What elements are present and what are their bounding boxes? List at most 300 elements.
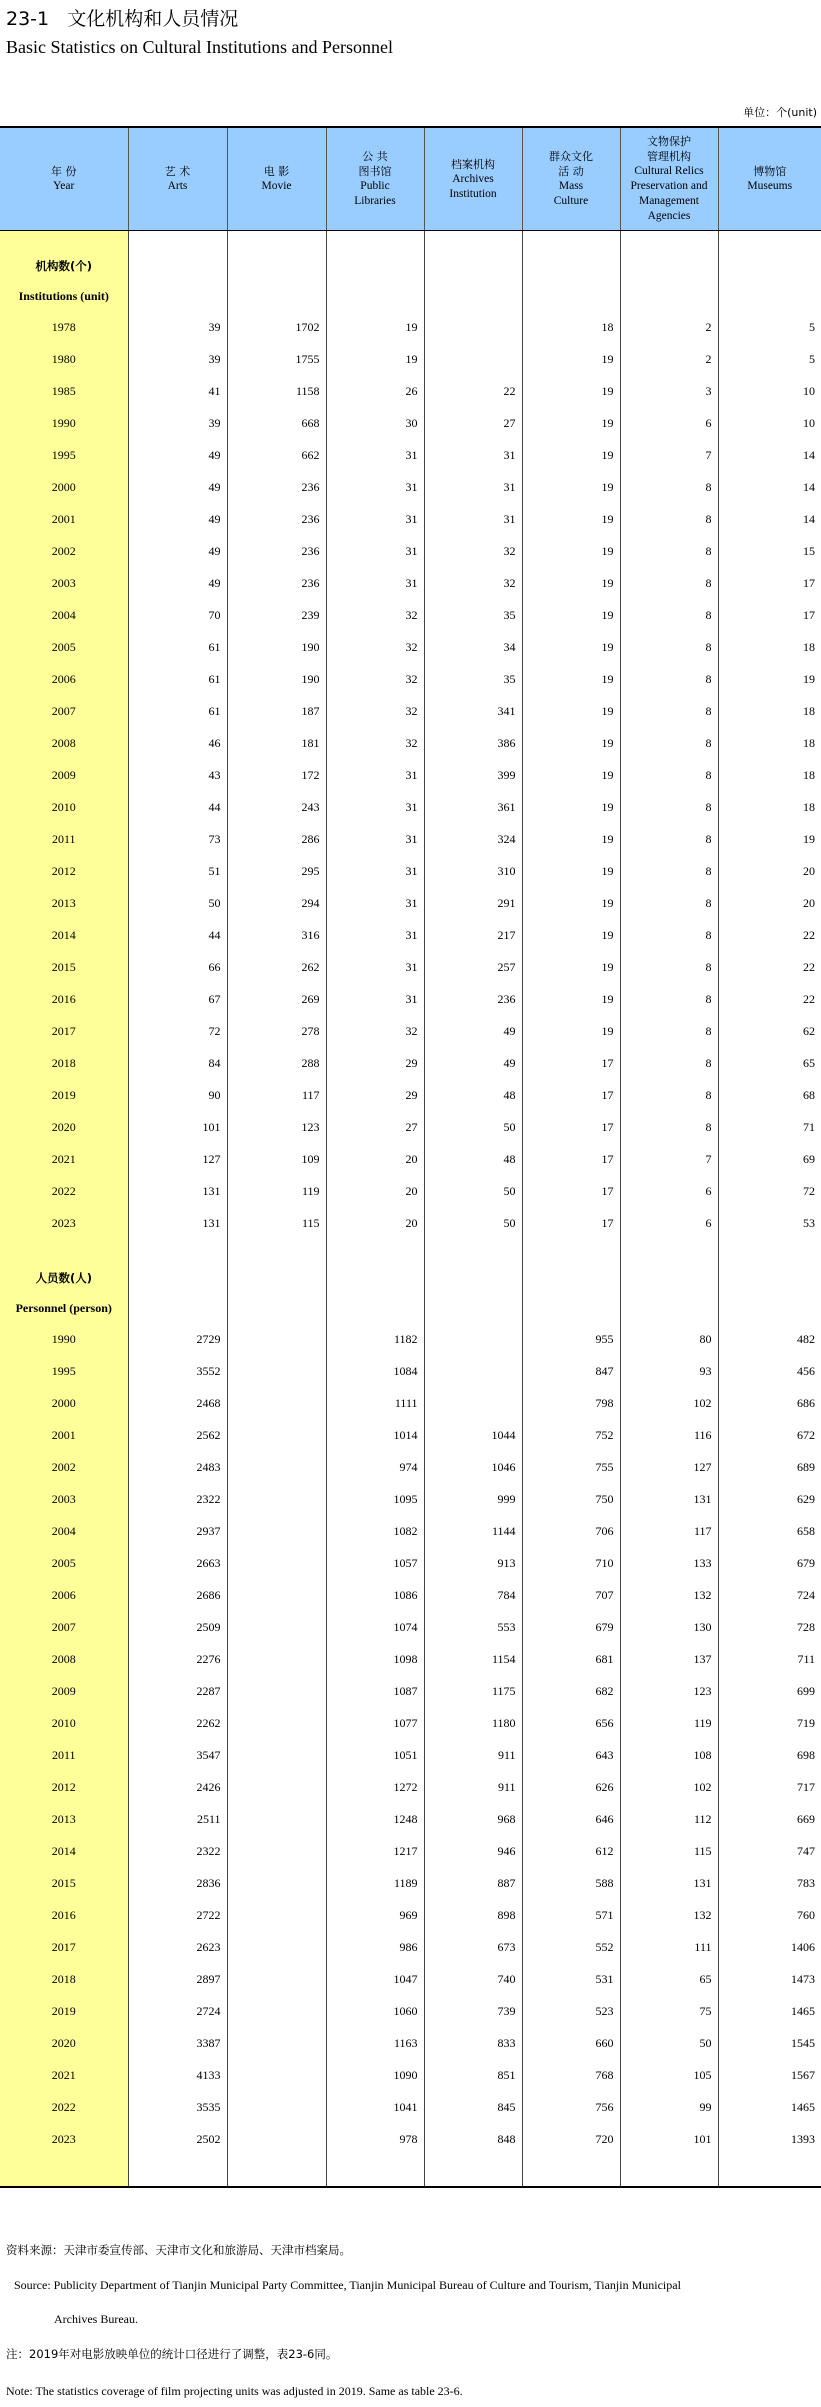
cell-movie	[227, 1899, 326, 1931]
cell-mass-culture: 19	[522, 503, 620, 535]
cell-mass-culture: 755	[522, 1451, 620, 1483]
table-row	[0, 1387, 821, 1419]
cell-movie	[227, 1515, 326, 1547]
header-movie-en: Movie	[261, 180, 292, 192]
cell-cultural-relics: 75	[620, 1995, 718, 2027]
cell-archives: 341	[424, 695, 522, 727]
cell-movie: 1755	[227, 343, 326, 375]
cell-archives: 35	[424, 599, 522, 631]
cell-year: 2001	[0, 503, 128, 535]
cell-year: 1995	[0, 1355, 128, 1387]
cell-movie	[227, 1451, 326, 1483]
cell-archives: 50	[424, 1111, 522, 1143]
cell-mass-culture: 710	[522, 1547, 620, 1579]
cell-public-libraries: 1086	[326, 1579, 424, 1611]
cell-archives: 49	[424, 1015, 522, 1047]
table-row	[0, 919, 821, 951]
table-row	[0, 1419, 821, 1451]
cell-arts: 2483	[128, 1451, 227, 1483]
cell-movie: 117	[227, 1079, 326, 1111]
cell-arts: 2937	[128, 1515, 227, 1547]
cell-cultural-relics: 8	[620, 919, 718, 951]
cell-arts: 131	[128, 1207, 227, 1239]
table-row	[0, 1355, 821, 1387]
cell-mass-culture: 17	[522, 1143, 620, 1175]
section-label-row	[0, 1263, 821, 1293]
cell-archives: 1175	[424, 1675, 522, 1707]
cell-year: 2011	[0, 823, 128, 855]
cell-archives	[424, 343, 522, 375]
cell-mass-culture: 750	[522, 1483, 620, 1515]
table-row	[0, 1323, 821, 1355]
cell-mass-culture: 19	[522, 663, 620, 695]
cell-year: 1990	[0, 1323, 128, 1355]
cell-mass-culture: 523	[522, 1995, 620, 2027]
cell-archives: 1180	[424, 1707, 522, 1739]
cell-cultural-relics: 2	[620, 343, 718, 375]
cell-museums: 71	[718, 1111, 821, 1143]
cell-arts: 61	[128, 663, 227, 695]
header-cultural-relics	[620, 127, 718, 231]
cell-public-libraries: 1084	[326, 1355, 424, 1387]
cell-cultural-relics: 7	[620, 439, 718, 471]
cell-arts: 61	[128, 631, 227, 663]
cell-public-libraries: 1060	[326, 1995, 424, 2027]
cell-museums: 482	[718, 1323, 821, 1355]
adjustment-note-zh: 注：2019年对电影放映单位的统计口径进行了调整，表23-6同。	[6, 2347, 338, 2361]
unit-label: 单位：个(unit)	[743, 106, 817, 119]
cell-cultural-relics: 132	[620, 1579, 718, 1611]
section-label-row	[0, 1293, 821, 1323]
cell-year: 2002	[0, 1451, 128, 1483]
header-arts	[128, 127, 227, 231]
cell-year: 2003	[0, 567, 128, 599]
cell-cultural-relics: 112	[620, 1803, 718, 1835]
table-row	[0, 407, 821, 439]
header-mass-culture-zh: 群众文化 活 动	[549, 150, 593, 178]
cell-arts: 49	[128, 535, 227, 567]
cell-year: 2018	[0, 1047, 128, 1079]
cell-public-libraries: 1087	[326, 1675, 424, 1707]
cell-archives: 739	[424, 1995, 522, 2027]
cell-movie	[227, 1579, 326, 1611]
cell-archives: 845	[424, 2091, 522, 2123]
cell-archives: 833	[424, 2027, 522, 2059]
cell-museums: 18	[718, 727, 821, 759]
table-row	[0, 1675, 821, 1707]
cell-museums: 18	[718, 759, 821, 791]
cell-cultural-relics: 99	[620, 2091, 718, 2123]
cell-museums: 20	[718, 855, 821, 887]
cell-mass-culture: 19	[522, 823, 620, 855]
cell-museums: 1465	[718, 2091, 821, 2123]
cell-arts: 2663	[128, 1547, 227, 1579]
cell-museums: 20	[718, 887, 821, 919]
section-label: Institutions (unit)	[0, 281, 128, 311]
source-note-en-line2: Archives Bureau.	[54, 2312, 138, 2326]
cell-arts: 72	[128, 1015, 227, 1047]
cell-public-libraries: 31	[326, 535, 424, 567]
cell-archives: 999	[424, 1483, 522, 1515]
cell-museums: 18	[718, 695, 821, 727]
header-row	[0, 127, 821, 231]
table-row	[0, 1175, 821, 1207]
cell-movie	[227, 1611, 326, 1643]
cell-mass-culture: 752	[522, 1419, 620, 1451]
cell-museums: 18	[718, 631, 821, 663]
cell-museums: 689	[718, 1451, 821, 1483]
header-year-zh: 年 份	[51, 165, 77, 178]
cell-mass-culture: 19	[522, 951, 620, 983]
cell-museums: 10	[718, 407, 821, 439]
cell-mass-culture: 17	[522, 1111, 620, 1143]
cell-museums: 456	[718, 1355, 821, 1387]
cell-museums: 72	[718, 1175, 821, 1207]
section-label: Personnel (person)	[0, 1293, 128, 1323]
cell-year: 2022	[0, 2091, 128, 2123]
cell-year: 2000	[0, 471, 128, 503]
cell-cultural-relics: 8	[620, 1047, 718, 1079]
cell-movie: 243	[227, 791, 326, 823]
cell-public-libraries: 1163	[326, 2027, 424, 2059]
cell-public-libraries: 986	[326, 1931, 424, 1963]
cell-public-libraries: 32	[326, 695, 424, 727]
cell-arts: 44	[128, 919, 227, 951]
cell-movie: 187	[227, 695, 326, 727]
cell-archives: 1154	[424, 1643, 522, 1675]
cell-museums: 711	[718, 1643, 821, 1675]
cell-movie: 668	[227, 407, 326, 439]
cell-year: 2017	[0, 1015, 128, 1047]
cell-movie: 190	[227, 631, 326, 663]
cell-mass-culture: 18	[522, 311, 620, 343]
cell-year: 2005	[0, 1547, 128, 1579]
cell-mass-culture: 656	[522, 1707, 620, 1739]
header-public-libraries	[326, 127, 424, 231]
table-row	[0, 1047, 821, 1079]
cell-year: 2013	[0, 1803, 128, 1835]
cell-arts: 49	[128, 471, 227, 503]
cell-year: 2010	[0, 791, 128, 823]
cell-cultural-relics: 127	[620, 1451, 718, 1483]
cell-mass-culture: 19	[522, 727, 620, 759]
cell-public-libraries: 32	[326, 599, 424, 631]
cell-cultural-relics: 8	[620, 663, 718, 695]
cell-cultural-relics: 131	[620, 1867, 718, 1899]
cell-museums: 68	[718, 1079, 821, 1111]
cell-archives: 50	[424, 1207, 522, 1239]
cell-public-libraries: 27	[326, 1111, 424, 1143]
table-row	[0, 1963, 821, 1995]
cell-cultural-relics: 8	[620, 727, 718, 759]
cell-arts: 3552	[128, 1355, 227, 1387]
cell-museums: 17	[718, 599, 821, 631]
cell-archives: 1144	[424, 1515, 522, 1547]
cell-year: 2017	[0, 1931, 128, 1963]
cell-cultural-relics: 8	[620, 631, 718, 663]
cell-arts: 49	[128, 439, 227, 471]
cell-public-libraries: 31	[326, 919, 424, 951]
cell-archives: 49	[424, 1047, 522, 1079]
cell-arts: 131	[128, 1175, 227, 1207]
cell-year: 2023	[0, 1207, 128, 1239]
cell-public-libraries: 31	[326, 855, 424, 887]
cell-archives: 851	[424, 2059, 522, 2091]
cell-movie	[227, 2123, 326, 2155]
cell-movie: 236	[227, 567, 326, 599]
cell-public-libraries: 1041	[326, 2091, 424, 2123]
cell-movie	[227, 1675, 326, 1707]
cell-year: 2007	[0, 1611, 128, 1643]
cell-cultural-relics: 93	[620, 1355, 718, 1387]
cell-movie: 119	[227, 1175, 326, 1207]
cell-archives: 399	[424, 759, 522, 791]
cell-movie	[227, 1835, 326, 1867]
cell-movie	[227, 1867, 326, 1899]
cell-arts: 44	[128, 791, 227, 823]
cell-cultural-relics: 8	[620, 759, 718, 791]
cell-arts: 2509	[128, 1611, 227, 1643]
cell-museums: 5	[718, 311, 821, 343]
cell-museums: 14	[718, 503, 821, 535]
cell-public-libraries: 29	[326, 1047, 424, 1079]
cell-arts: 2722	[128, 1899, 227, 1931]
cell-arts: 2562	[128, 1419, 227, 1451]
cell-archives	[424, 311, 522, 343]
cell-archives	[424, 1355, 522, 1387]
cell-public-libraries: 1082	[326, 1515, 424, 1547]
cell-year: 2008	[0, 1643, 128, 1675]
cell-cultural-relics: 3	[620, 375, 718, 407]
table-row	[0, 759, 821, 791]
cell-movie: 295	[227, 855, 326, 887]
cell-cultural-relics: 102	[620, 1771, 718, 1803]
cell-year: 2021	[0, 1143, 128, 1175]
cell-museums: 658	[718, 1515, 821, 1547]
cell-archives: 1044	[424, 1419, 522, 1451]
cell-cultural-relics: 119	[620, 1707, 718, 1739]
cell-public-libraries: 31	[326, 887, 424, 919]
cell-movie	[227, 1643, 326, 1675]
cell-mass-culture: 17	[522, 1207, 620, 1239]
header-archives-zh: 档案机构	[451, 157, 495, 171]
cell-public-libraries: 1014	[326, 1419, 424, 1451]
cell-arts: 2724	[128, 1995, 227, 2027]
adjustment-note-en: Note: The statistics coverage of film projecting units was adjusted in 2019. Same as table 23-6.	[6, 2384, 463, 2398]
table-body	[0, 231, 821, 2188]
cell-cultural-relics: 8	[620, 567, 718, 599]
cell-mass-culture: 626	[522, 1771, 620, 1803]
header-year-en: Year	[53, 180, 75, 192]
cell-movie	[227, 1739, 326, 1771]
table-row	[0, 1931, 821, 1963]
cell-public-libraries: 1074	[326, 1611, 424, 1643]
cell-museums: 22	[718, 919, 821, 951]
header-arts-en: Arts	[167, 180, 188, 192]
table-row	[0, 823, 821, 855]
cell-movie: 288	[227, 1047, 326, 1079]
cell-mass-culture: 19	[522, 471, 620, 503]
cell-year: 1995	[0, 439, 128, 471]
cell-museums: 22	[718, 951, 821, 983]
cell-arts: 2897	[128, 1963, 227, 1995]
cell-movie	[227, 1707, 326, 1739]
cell-arts: 49	[128, 503, 227, 535]
table-row	[0, 1111, 821, 1143]
header-movie-zh: 电 影	[263, 165, 290, 178]
cell-arts: 2468	[128, 1387, 227, 1419]
cell-museums: 62	[718, 1015, 821, 1047]
cell-cultural-relics: 8	[620, 983, 718, 1015]
cell-year: 2015	[0, 1867, 128, 1899]
cell-public-libraries: 31	[326, 951, 424, 983]
cell-cultural-relics: 8	[620, 599, 718, 631]
cell-year: 2008	[0, 727, 128, 759]
cell-movie: 662	[227, 439, 326, 471]
cell-arts: 39	[128, 407, 227, 439]
cell-movie: 181	[227, 727, 326, 759]
cell-museums: 629	[718, 1483, 821, 1515]
section-label: 人员数(人)	[0, 1263, 128, 1293]
cell-cultural-relics: 101	[620, 2123, 718, 2155]
cell-mass-culture: 19	[522, 375, 620, 407]
cell-arts: 61	[128, 695, 227, 727]
cell-cultural-relics: 133	[620, 1547, 718, 1579]
header-cultural-relics-en: Cultural Relics Preservation and Management Agencies	[630, 165, 708, 222]
cell-museums: 717	[718, 1771, 821, 1803]
cell-cultural-relics: 8	[620, 503, 718, 535]
cell-movie	[227, 2059, 326, 2091]
cell-mass-culture: 588	[522, 1867, 620, 1899]
cell-arts: 101	[128, 1111, 227, 1143]
cell-arts: 41	[128, 375, 227, 407]
cell-movie: 190	[227, 663, 326, 695]
cell-archives: 911	[424, 1771, 522, 1803]
cell-public-libraries: 31	[326, 759, 424, 791]
cell-archives	[424, 1387, 522, 1419]
table-row	[0, 439, 821, 471]
cell-archives: 913	[424, 1547, 522, 1579]
cell-public-libraries: 1095	[326, 1483, 424, 1515]
cell-year: 2021	[0, 2059, 128, 2091]
cell-museums: 724	[718, 1579, 821, 1611]
cell-year: 2000	[0, 1387, 128, 1419]
cell-cultural-relics: 8	[620, 471, 718, 503]
cell-museums: 65	[718, 1047, 821, 1079]
cell-year: 1978	[0, 311, 128, 343]
cell-cultural-relics: 6	[620, 407, 718, 439]
section-label-row	[0, 281, 821, 311]
cell-movie: 316	[227, 919, 326, 951]
cell-arts: 43	[128, 759, 227, 791]
table-row	[0, 471, 821, 503]
cell-cultural-relics: 8	[620, 855, 718, 887]
cell-arts: 2322	[128, 1835, 227, 1867]
cell-public-libraries: 26	[326, 375, 424, 407]
cell-archives: 1046	[424, 1451, 522, 1483]
cell-cultural-relics: 8	[620, 695, 718, 727]
cell-movie	[227, 1547, 326, 1579]
cell-movie: 236	[227, 503, 326, 535]
cell-museums: 14	[718, 439, 821, 471]
header-mass-culture-en: Mass Culture	[553, 180, 589, 207]
table-row	[0, 887, 821, 919]
cell-public-libraries: 31	[326, 439, 424, 471]
cell-public-libraries: 29	[326, 1079, 424, 1111]
cell-cultural-relics: 111	[620, 1931, 718, 1963]
cell-cultural-relics: 8	[620, 951, 718, 983]
cell-public-libraries: 1057	[326, 1547, 424, 1579]
cell-museums: 679	[718, 1547, 821, 1579]
cell-year: 2019	[0, 1995, 128, 2027]
cell-public-libraries: 31	[326, 567, 424, 599]
cell-arts: 3387	[128, 2027, 227, 2059]
cell-archives: 887	[424, 1867, 522, 1899]
cell-movie: 236	[227, 535, 326, 567]
cell-arts: 51	[128, 855, 227, 887]
cell-year: 2004	[0, 599, 128, 631]
cell-public-libraries: 1272	[326, 1771, 424, 1803]
cell-mass-culture: 19	[522, 535, 620, 567]
cell-museums: 728	[718, 1611, 821, 1643]
cell-public-libraries: 1217	[326, 1835, 424, 1867]
cell-archives: 324	[424, 823, 522, 855]
cell-year: 2001	[0, 1419, 128, 1451]
cell-arts: 127	[128, 1143, 227, 1175]
cell-archives: 31	[424, 471, 522, 503]
cell-public-libraries: 20	[326, 1207, 424, 1239]
cell-public-libraries: 1090	[326, 2059, 424, 2091]
cell-year: 2020	[0, 2027, 128, 2059]
cell-archives: 673	[424, 1931, 522, 1963]
cell-mass-culture: 768	[522, 2059, 620, 2091]
cell-year: 2006	[0, 663, 128, 695]
cell-year: 2009	[0, 1675, 128, 1707]
table-row	[0, 1207, 821, 1239]
cell-archives: 386	[424, 727, 522, 759]
statistics-table	[0, 126, 821, 2188]
cell-museums: 22	[718, 983, 821, 1015]
cell-museums: 672	[718, 1419, 821, 1451]
table-title-zh: 23-1 文化机构和人员情况	[6, 8, 239, 30]
cell-mass-culture: 19	[522, 983, 620, 1015]
header-year	[0, 127, 128, 231]
table-row	[0, 1771, 821, 1803]
cell-year: 1980	[0, 343, 128, 375]
cell-year: 2005	[0, 631, 128, 663]
cell-cultural-relics: 8	[620, 535, 718, 567]
cell-arts: 66	[128, 951, 227, 983]
table-row	[0, 1867, 821, 1899]
source-note-zh: 资料来源：天津市委宣传部、天津市文化和旅游局、天津市档案局。	[6, 2243, 351, 2257]
cell-arts: 2836	[128, 1867, 227, 1899]
cell-cultural-relics: 8	[620, 887, 718, 919]
table-row	[0, 2123, 821, 2155]
cell-museums: 747	[718, 1835, 821, 1867]
table-row	[0, 983, 821, 1015]
cell-arts: 73	[128, 823, 227, 855]
cell-movie: 236	[227, 471, 326, 503]
cell-archives: 291	[424, 887, 522, 919]
table-row	[0, 727, 821, 759]
cell-year: 2013	[0, 887, 128, 919]
cell-cultural-relics: 6	[620, 1207, 718, 1239]
table-row	[0, 1835, 821, 1867]
table-row	[0, 855, 821, 887]
table-row	[0, 2059, 821, 2091]
cell-mass-culture: 643	[522, 1739, 620, 1771]
cell-movie: 115	[227, 1207, 326, 1239]
